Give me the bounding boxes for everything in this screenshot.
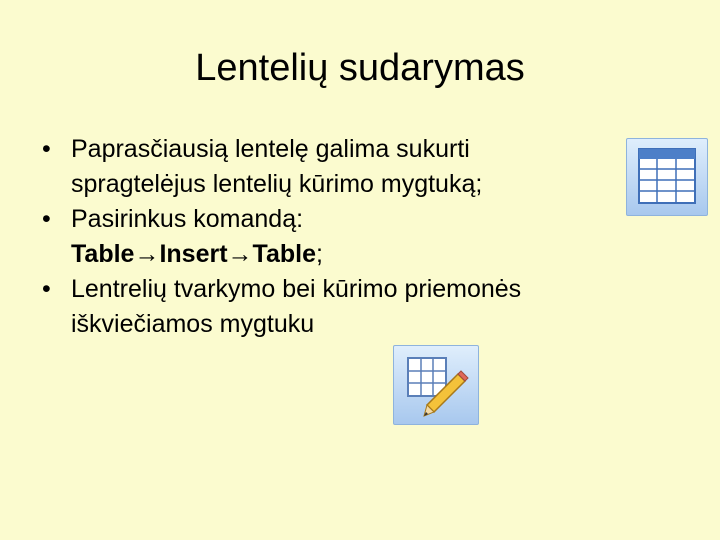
insert-table-icon[interactable]: [626, 138, 708, 216]
bullet-item-2: [42, 202, 682, 272]
bullet-3-line-2: iškviečiamos mygtuku: [71, 310, 315, 338]
command-part-insert: Insert: [159, 240, 228, 268]
command-part-table: Table: [71, 240, 135, 268]
insert-table-icon-graphic: [627, 139, 707, 215]
menu-command-path: [71, 237, 682, 272]
arrow-icon: →: [227, 240, 253, 268]
bullet-dot: •: [42, 275, 51, 303]
bullet-2-line-1: Pasirinkus komandą:: [71, 205, 304, 233]
bullet-item-1: [42, 132, 682, 202]
bullet-3-line-1: Lentrelių tvarkymo bei kūrimo priemonės: [71, 275, 522, 303]
command-part-table-2: Table: [252, 240, 316, 268]
arrow-icon: →: [134, 240, 160, 268]
bullet-dot: •: [42, 205, 51, 233]
draw-table-icon-graphic: [394, 346, 478, 424]
bullet-item-3: [42, 272, 682, 342]
slide-title: Lentelių sudarymas: [195, 47, 525, 89]
bullet-1-line-2: spragtelėjus lentelių kūrimo mygtuką;: [71, 170, 483, 198]
bullet-list: [42, 132, 682, 342]
command-suffix: ;: [316, 240, 323, 268]
draw-table-icon[interactable]: [393, 345, 479, 425]
bullet-dot: •: [42, 135, 51, 163]
bullet-1-line-1: Paprasčiausią lentelę galima sukurti: [71, 135, 470, 163]
